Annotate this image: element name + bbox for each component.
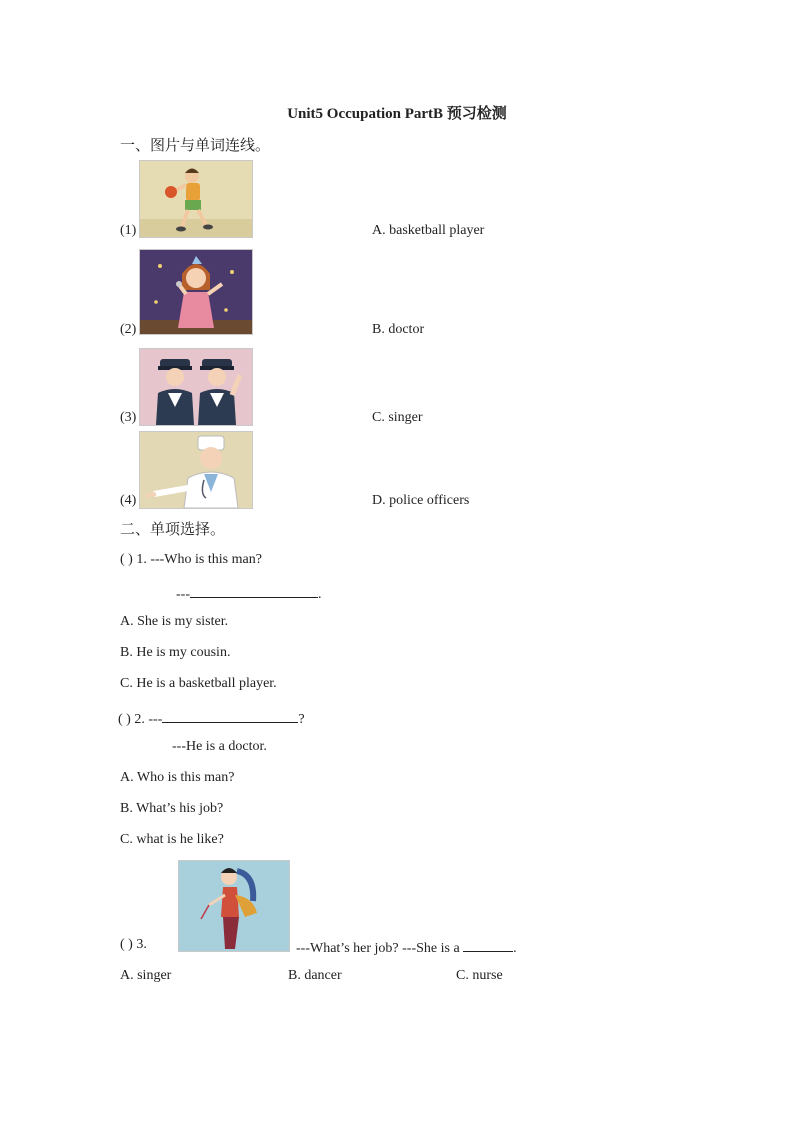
question-1-stem: ( ) 1. ---Who is this man? <box>120 552 262 567</box>
question-1-answer-prefix: --- <box>176 587 190 602</box>
singer-picture <box>139 249 253 335</box>
question-2-option-a[interactable]: A. Who is this man? <box>120 770 235 785</box>
question-1-option-a[interactable]: A. She is my sister. <box>120 614 229 629</box>
item-number-1: (1) <box>120 223 137 238</box>
item-number-4: (4) <box>120 493 137 508</box>
item-number-2: (2) <box>120 322 137 337</box>
question-3-text <box>296 937 517 957</box>
question-3-option-a[interactable]: A. singer <box>120 968 172 983</box>
question-1-option-c[interactable]: C. He is a basketball player. <box>120 676 277 691</box>
question-2-stem-prefix: ( ) 2. --- <box>118 712 163 727</box>
question-1-answer-line: --- . <box>176 583 322 603</box>
basketball-player-picture <box>139 160 253 238</box>
question-3-blank[interactable] <box>463 937 513 952</box>
question-2-option-b[interactable]: B. What’s his job? <box>120 801 224 816</box>
word-option-a[interactable]: A. basketball player <box>372 223 485 238</box>
question-3-prefix: ( ) 3. <box>120 937 147 952</box>
question-3-option-b[interactable]: B. dancer <box>288 968 342 983</box>
section2-heading: 二、单项选择。 <box>120 522 226 538</box>
page-title: Unit5 Occupation PartB 预习检测 <box>287 106 507 122</box>
item-number-3: (3) <box>120 410 137 425</box>
word-option-d[interactable]: D. police officers <box>372 493 470 508</box>
question-1-blank[interactable] <box>190 583 318 598</box>
word-option-c[interactable]: C. singer <box>372 410 423 425</box>
question-2-stem-suffix: ? <box>298 712 305 727</box>
question-2-stem <box>118 708 305 728</box>
question-3-question: ---What’s her job? ---She is a <box>296 941 460 956</box>
doctor-picture <box>139 431 253 509</box>
question-2-answer: ---He is a doctor. <box>172 739 267 754</box>
word-option-b[interactable]: B. doctor <box>372 322 425 337</box>
question-2-blank[interactable] <box>162 708 298 723</box>
question-1-option-b[interactable]: B. He is my cousin. <box>120 645 231 660</box>
section1-heading: 一、图片与单词连线。 <box>120 138 271 154</box>
police-officers-picture <box>139 348 253 426</box>
dancer-picture <box>178 860 290 952</box>
question-2-option-c[interactable]: C. what is he like? <box>120 832 224 847</box>
question-3-option-c[interactable]: C. nurse <box>456 968 503 983</box>
question-3-end: . <box>513 941 517 956</box>
